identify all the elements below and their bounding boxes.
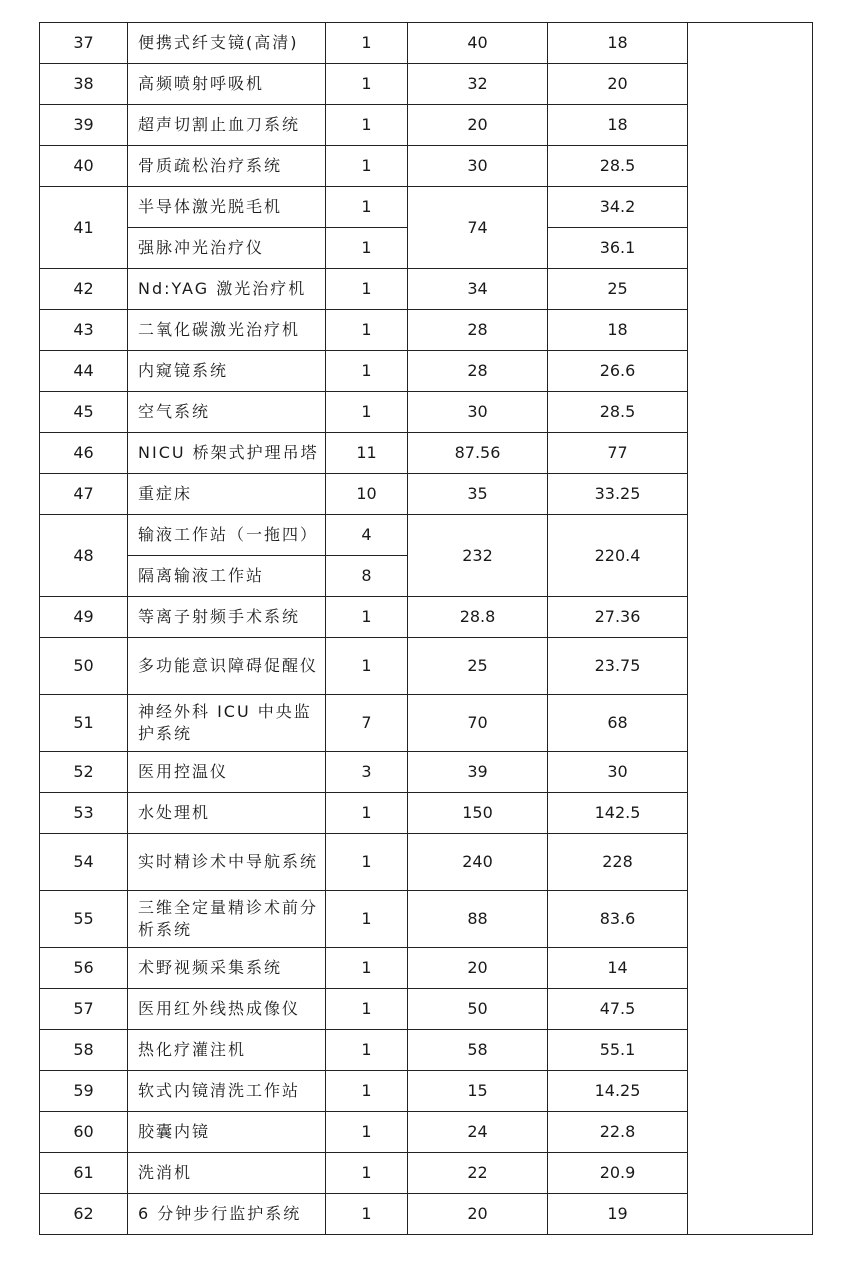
row-number: 49 (40, 597, 128, 638)
value-a: 32 (408, 64, 548, 105)
row-number: 44 (40, 351, 128, 392)
value-b: 228 (548, 834, 688, 891)
value-a: 30 (408, 146, 548, 187)
row-number: 61 (40, 1153, 128, 1194)
equipment-name: 胶囊内镜 (128, 1112, 326, 1153)
value-b: 47.5 (548, 989, 688, 1030)
value-a: 22 (408, 1153, 548, 1194)
row-number: 62 (40, 1194, 128, 1235)
row-number: 41 (40, 187, 128, 269)
quantity: 1 (326, 392, 408, 433)
value-b: 30 (548, 752, 688, 793)
quantity: 1 (326, 351, 408, 392)
row-number: 59 (40, 1071, 128, 1112)
value-a: 88 (408, 891, 548, 948)
row-number: 43 (40, 310, 128, 351)
equipment-name: 强脉冲光治疗仪 (128, 228, 326, 269)
equipment-name: 二氧化碳激光治疗机 (128, 310, 326, 351)
quantity: 1 (326, 1153, 408, 1194)
quantity: 1 (326, 834, 408, 891)
row-number: 48 (40, 515, 128, 597)
value-b: 20.9 (548, 1153, 688, 1194)
equipment-name: 热化疗灌注机 (128, 1030, 326, 1071)
value-a: 50 (408, 989, 548, 1030)
equipment-name: Nd:YAG 激光治疗机 (128, 269, 326, 310)
value-b: 33.25 (548, 474, 688, 515)
equipment-name: 术野视频采集系统 (128, 948, 326, 989)
equipment-name: 输液工作站（一拖四） (128, 515, 326, 556)
equipment-name: 半导体激光脱毛机 (128, 187, 326, 228)
value-a: 40 (408, 23, 548, 64)
value-b: 28.5 (548, 392, 688, 433)
quantity: 1 (326, 1030, 408, 1071)
value-b: 22.8 (548, 1112, 688, 1153)
quantity: 1 (326, 23, 408, 64)
row-number: 52 (40, 752, 128, 793)
value-a: 20 (408, 1194, 548, 1235)
row-number: 57 (40, 989, 128, 1030)
value-a: 24 (408, 1112, 548, 1153)
row-number: 46 (40, 433, 128, 474)
quantity: 3 (326, 752, 408, 793)
quantity: 1 (326, 228, 408, 269)
equipment-name: 重症床 (128, 474, 326, 515)
value-b: 55.1 (548, 1030, 688, 1071)
equipment-name: 医用红外线热成像仪 (128, 989, 326, 1030)
row-number: 54 (40, 834, 128, 891)
equipment-name: 医用控温仪 (128, 752, 326, 793)
quantity: 1 (326, 638, 408, 695)
quantity: 8 (326, 556, 408, 597)
value-b: 36.1 (548, 228, 688, 269)
quantity: 1 (326, 1112, 408, 1153)
row-number: 58 (40, 1030, 128, 1071)
equipment-name: 三维全定量精诊术前分析系统 (128, 891, 326, 948)
value-a: 74 (408, 187, 548, 269)
equipment-name: 实时精诊术中导航系统 (128, 834, 326, 891)
quantity: 7 (326, 695, 408, 752)
quantity: 1 (326, 146, 408, 187)
value-a: 35 (408, 474, 548, 515)
value-b: 77 (548, 433, 688, 474)
value-b: 27.36 (548, 597, 688, 638)
value-b: 26.6 (548, 351, 688, 392)
equipment-name: 骨质疏松治疗系统 (128, 146, 326, 187)
value-b: 28.5 (548, 146, 688, 187)
quantity: 1 (326, 105, 408, 146)
row-number: 51 (40, 695, 128, 752)
row-number: 38 (40, 64, 128, 105)
row-number: 53 (40, 793, 128, 834)
row-number: 45 (40, 392, 128, 433)
value-a: 87.56 (408, 433, 548, 474)
equipment-table (39, 22, 813, 1235)
row-number: 50 (40, 638, 128, 695)
row-number: 60 (40, 1112, 128, 1153)
equipment-name: 神经外科 ICU 中央监护系统 (128, 695, 326, 752)
row-number: 42 (40, 269, 128, 310)
row-number: 40 (40, 146, 128, 187)
row-number: 47 (40, 474, 128, 515)
quantity: 1 (326, 793, 408, 834)
row-number: 55 (40, 891, 128, 948)
row-number: 37 (40, 23, 128, 64)
value-a: 58 (408, 1030, 548, 1071)
quantity: 1 (326, 310, 408, 351)
value-a: 28 (408, 310, 548, 351)
quantity: 4 (326, 515, 408, 556)
value-b: 25 (548, 269, 688, 310)
value-a: 150 (408, 793, 548, 834)
value-b: 34.2 (548, 187, 688, 228)
value-b: 19 (548, 1194, 688, 1235)
equipment-name: 超声切割止血刀系统 (128, 105, 326, 146)
quantity: 1 (326, 187, 408, 228)
equipment-name: 6 分钟步行监护系统 (128, 1194, 326, 1235)
equipment-name: 软式内镜清洗工作站 (128, 1071, 326, 1112)
equipment-name: 水处理机 (128, 793, 326, 834)
equipment-name: 等离子射频手术系统 (128, 597, 326, 638)
value-a: 28.8 (408, 597, 548, 638)
remarks-column (688, 23, 813, 1235)
value-a: 34 (408, 269, 548, 310)
quantity: 1 (326, 989, 408, 1030)
value-b: 83.6 (548, 891, 688, 948)
quantity: 10 (326, 474, 408, 515)
quantity: 1 (326, 948, 408, 989)
value-a: 28 (408, 351, 548, 392)
value-a: 232 (408, 515, 548, 597)
quantity: 1 (326, 1071, 408, 1112)
value-a: 25 (408, 638, 548, 695)
quantity: 11 (326, 433, 408, 474)
value-a: 39 (408, 752, 548, 793)
row-number: 39 (40, 105, 128, 146)
row-number: 56 (40, 948, 128, 989)
value-b: 18 (548, 105, 688, 146)
value-a: 240 (408, 834, 548, 891)
equipment-name: 空气系统 (128, 392, 326, 433)
equipment-name: NICU 桥架式护理吊塔 (128, 433, 326, 474)
quantity: 1 (326, 891, 408, 948)
quantity: 1 (326, 597, 408, 638)
value-b: 18 (548, 23, 688, 64)
quantity: 1 (326, 1194, 408, 1235)
quantity: 1 (326, 64, 408, 105)
value-b: 142.5 (548, 793, 688, 834)
value-b: 23.75 (548, 638, 688, 695)
value-b: 68 (548, 695, 688, 752)
value-a: 20 (408, 105, 548, 146)
value-a: 15 (408, 1071, 548, 1112)
equipment-name: 内窥镜系统 (128, 351, 326, 392)
equipment-name: 隔离输液工作站 (128, 556, 326, 597)
equipment-name: 洗消机 (128, 1153, 326, 1194)
value-a: 70 (408, 695, 548, 752)
quantity: 1 (326, 269, 408, 310)
value-a: 30 (408, 392, 548, 433)
equipment-name: 高频喷射呼吸机 (128, 64, 326, 105)
equipment-name: 便携式纤支镜(高清) (128, 23, 326, 64)
value-b: 14 (548, 948, 688, 989)
equipment-name: 多功能意识障碍促醒仪 (128, 638, 326, 695)
table-row (40, 23, 813, 64)
value-a: 20 (408, 948, 548, 989)
value-b: 14.25 (548, 1071, 688, 1112)
value-b: 220.4 (548, 515, 688, 597)
value-b: 18 (548, 310, 688, 351)
value-b: 20 (548, 64, 688, 105)
